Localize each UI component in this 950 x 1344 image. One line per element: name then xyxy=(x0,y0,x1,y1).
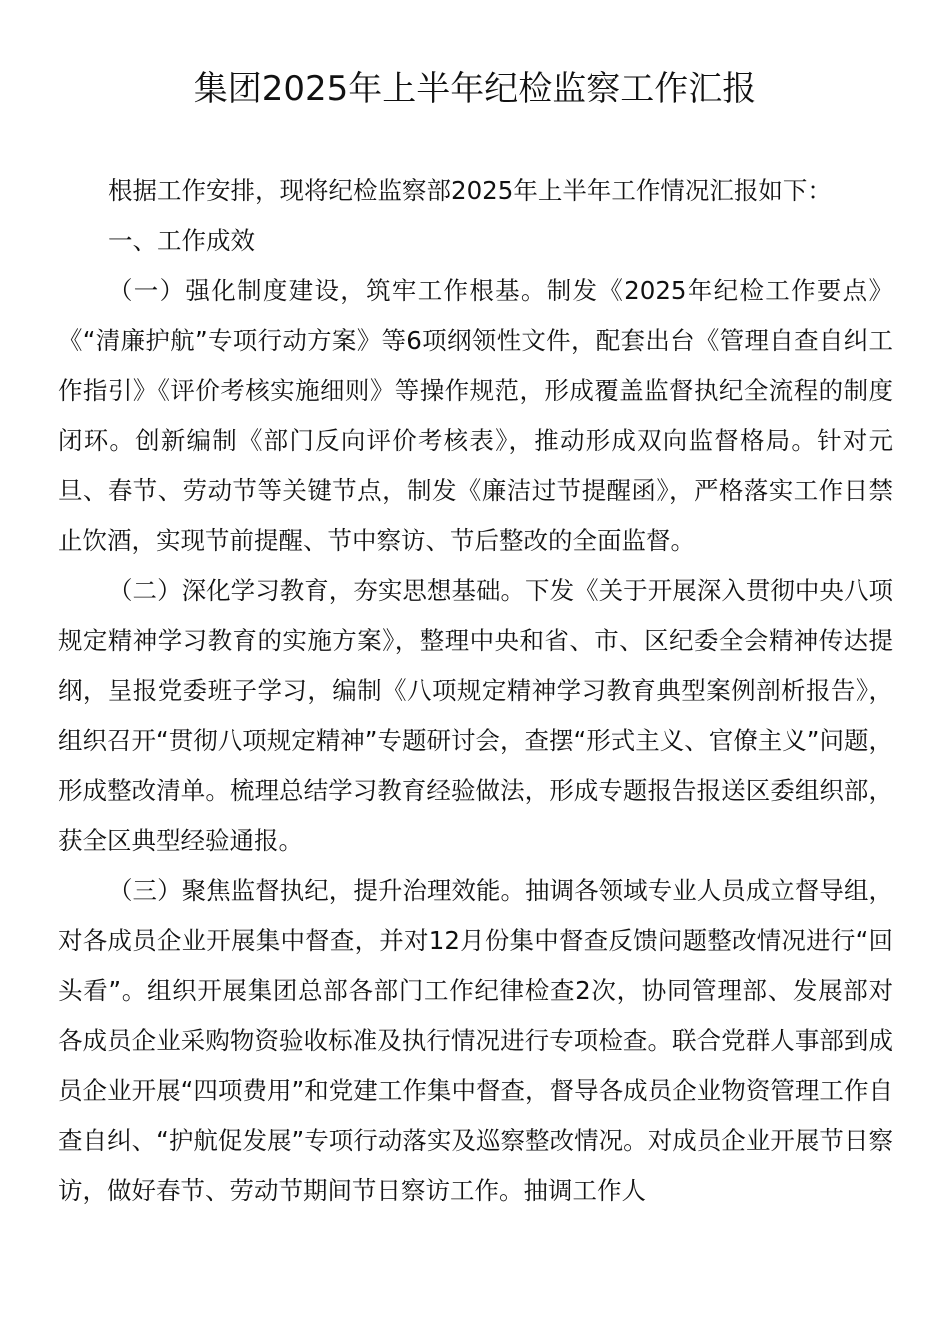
document-title: 集团2025年上半年纪检监察工作汇报 xyxy=(193,69,757,109)
paragraph-learning-education: （二）深化学习教育，夯实思想基础。下发《关于开展深入贯彻中央八项规定精神学习教育的实施方案》，整理中央和省、市、区纪委全会精神传达提纲，呈报党委班子学习，编制《八项规定精神学习教育典型案例剖析报告》，组织召开“贯彻八项规定精神”专题研讨会，查摆“形式主义、官僚主义”问题，形成整改清单。梳理总结学习教育经验做法，形成专题报告报送区委组织部，获全区典型经验通报。 xyxy=(58,576,893,855)
document-body xyxy=(58,166,893,1216)
paragraph-system-building: （一）强化制度建设，筑牢工作根基。制发《2025年纪检工作要点》《“清廉护航”专项行动方案》等6项纲领性文件，配套出台《管理自查自纠工作指引》《评价考核实施细则》等操作规范，形成覆盖监督执纪全流程的制度闭环。创新编制《部门反向评价考核表》，推动形成双向监督格局。针对元旦、春节、劳动节等关键节点，制发《廉洁过节提醒函》，严格落实工作日禁止饮酒，实现节前提醒、节中察访、节后整改的全面监督。 xyxy=(58,276,893,555)
paragraph-supervision: （三）聚焦监督执纪，提升治理效能。抽调各领域专业人员成立督导组，对各成员企业开展集中督查，并对12月份集中督查反馈问题整改情况进行“回头看”。组织开展集团总部各部门工作纪律检查2次，协同管理部、发展部对各成员企业采购物资验收标准及执行情况进行专项检查。联合党群人事部到成员企业开展“四项费用”和党建工作集中督查，督导各成员企业物资管理工作自查自纠、“护航促发展”专项行动落实及巡察整改情况。对成员企业开展节日察访，做好春节、劳动节期间节日察访工作。抽调工作人 xyxy=(58,876,893,1205)
section-heading-work-results: 一、工作成效 xyxy=(108,226,255,255)
intro-paragraph: 根据工作安排，现将纪检监察部2025年上半年工作情况汇报如下： xyxy=(108,176,832,205)
